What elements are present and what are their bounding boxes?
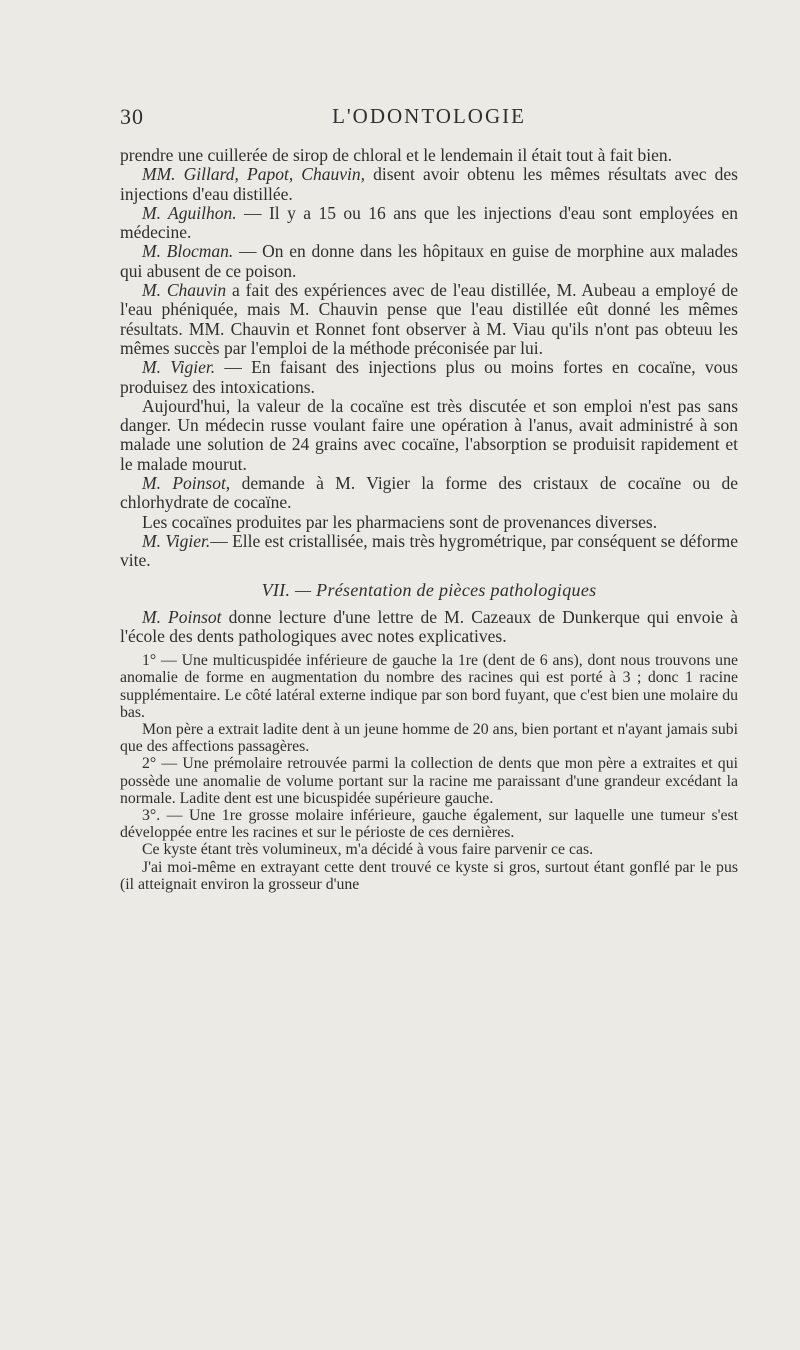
page-number: 30 [120,104,144,129]
paragraph: M. Vigier.— Elle est cristallisée, mais très hygrométrique, par conséquent se déforme vite. [120,530,738,571]
body-text [120,146,738,893]
letter-paragraph: 2° — Une prémolaire retrouvée parmi la collection de dents que mon père a extraites et qui possède une anomalie de volume portant sur la racine me paraissant d'une grandeur excédant la normale. Ladite dent est une bicuspidée supérieure gauche. [120,755,738,807]
running-title: L'ODONTOLOGIE [332,104,526,128]
paragraph: MM. Gillard, Papot, Chauvin, disent avoir obtenu les mêmes résultats avec des injections d'eau distillée. [120,164,738,204]
letter-paragraph: Ce kyste étant très volumineux, m'a décidé à vous faire parvenir ce cas. [142,841,594,859]
letter-text [120,652,738,893]
letter-paragraph: J'ai moi-même en extrayant cette dent trouvé ce kyste si gros, surtout étant gonflé par le pus (il atteignait environ la grosseur d'une [120,858,738,893]
item-number: 3°. [142,806,161,824]
speaker-name: M. Blocman. [142,241,234,262]
paragraph: M. Poinsot donne lecture d'une lettre de M. Cazeaux de Dunkerque qui envoie à l'école des dents pathologiques avec notes explicatives. [120,606,738,646]
paragraph: M. Blocman. — On en donne dans les hôpitaux en guise de morphine aux malades qui abusent de ce poison. [120,241,738,281]
paragraph: M. Poinsot, demande à M. Vigier la forme des cristaux de cocaïne ou de chlorhydrate de cocaïne. [120,473,738,513]
speaker-name: M. Poinsot [142,606,222,627]
letter-paragraph: Mon père a extrait ladite dent à un jeune homme de 20 ans, bien portant et n'ayant jamais subi que des affections passagères. [120,720,738,756]
paragraph: Aujourd'hui, la valeur de la cocaïne est très discutée et son emploi n'est pas sans danger. Un médecin russe voulant faire une opération à l'anus, avait administré à son malade une solution de 24 grains avec cocaïne, l'absorption se produisit rapidement et le malade mourut. [120,395,738,474]
paragraph: Les cocaïnes produites par les pharmaciens sont de provenances diverses. [142,511,658,532]
item-number: 1° [142,652,157,670]
letter-paragraph: 1° — Une multicuspidée inférieure de gauche la 1re (dent de 6 ans), dont nous trouvons une anomalie de forme en augmentation du nombre des racines qui est porté à 3 ; donc 1 racine supplémentaire. Le côté latéral externe indique par son bord fuyant, que c'est bien une molaire du bas. [120,652,738,721]
speaker-name: M. Aguilhon. [142,202,237,223]
letter-paragraph: 3°. — Une 1re grosse molaire inférieure, gauche également, sur laquelle une tumeur s'est développée entre les racines et sur le périoste de ces dernières. [120,806,738,842]
speaker-name: M. Vigier. [142,530,211,551]
paragraph: M. Vigier. — En faisant des injections plus ou moins fortes en cocaïne, vous produisez des intoxications. [120,357,738,397]
page-header [120,104,738,134]
paragraph: prendre une cuillerée de sirop de chloral et le lendemain il était tout à fait bien. [120,145,672,165]
paragraph: M. Aguilhon. — Il y a 15 ou 16 ans que les injections d'eau sont employées en médecine. [120,202,738,243]
paragraph: M. Chauvin a fait des expériences avec de l'eau distillée, M. Aubeau a employé de l'eau phéniquée, mais M. Chauvin pense que l'eau distillée eût donné les mêmes résultats. MM. Chauvin et Ronnet font observer à M. Viau qu'ils n'ont pas obteuu les mêmes succès par l'emploi de la méthode préconisée par lui. [120,280,738,358]
section-title: VII. — Présentation de pièces pathologiques [261,579,597,600]
speaker-name: M. Chauvin [142,280,227,301]
item-number: 2° [142,755,157,773]
speaker-name: M. Poinsot, [142,473,231,494]
speaker-name: M. Vigier. [142,357,216,378]
speaker-name: MM. Gillard, Papot, Chauvin, [142,164,365,185]
